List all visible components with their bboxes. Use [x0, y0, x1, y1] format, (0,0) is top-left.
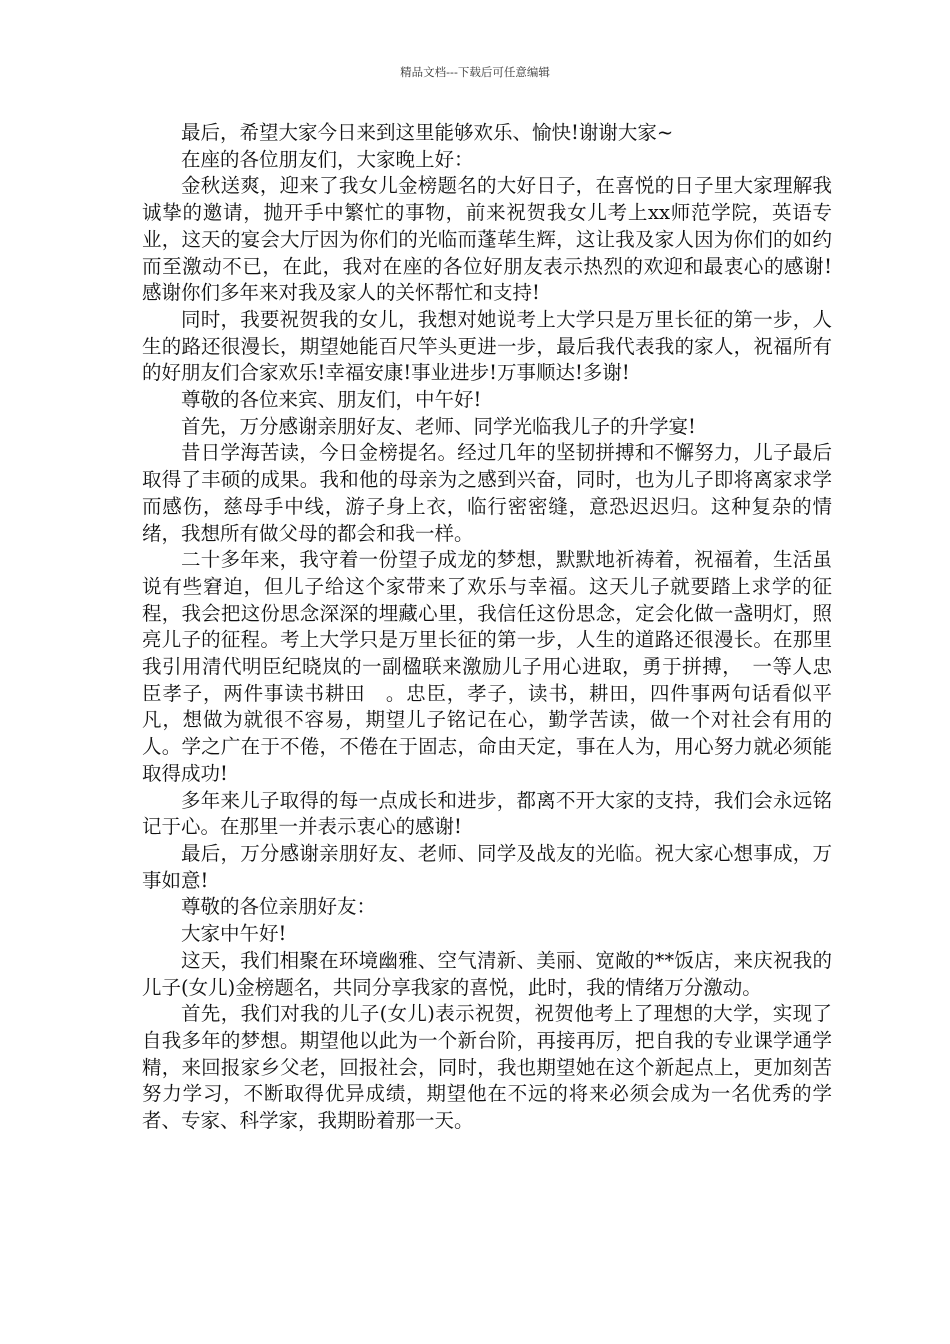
paragraph: 尊敬的各位来宾、朋友们，中午好! [181, 388, 482, 412]
paragraph: 多年来儿子取得的每一点成长和进步，都离不开大家的支持，我们会永远铭记于心。在那里一并表示衷心的感谢! [142, 788, 832, 839]
paragraph: 这天，我们相聚在环境幽雅、空气清新、美丽、宽敞的**饭店，来庆祝我的儿子(女儿)金榜题名，共同分享我家的喜悦，此时，我的情绪万分激动。 [142, 948, 832, 999]
paragraph: 同时，我要祝贺我的女儿，我想对她说考上大学只是万里长征的第一步，人生的路还很漫长，期望她能百尺竿头更进一步，最后我代表我的家人，祝福所有的好朋友们合家欢乐!幸福安康!事业进步!万事顺达!多谢! [142, 307, 832, 385]
paragraph: 最后，万分感谢亲朋好友、老师、同学及战友的光临。祝大家心想事成，万事如意! [142, 841, 832, 892]
paragraph: 金秋送爽，迎来了我女儿金榜题名的大好日子，在喜悦的日子里大家理解我诚挚的邀请，抛开手中繁忙的事物，前来祝贺我女儿考上xx师范学院，英语专业，这天的宴会大厅因为你们的光临而蓬荜生辉，这让我及家人因为你们的如约而至激动不已，在此，我对在座的各位好朋友表示热烈的欢迎和最衷心的感谢!感谢你们多年来对我及家人的关怀帮忙和支持! [142, 174, 832, 305]
paragraph: 首先，万分感谢亲朋好友、老师、同学光临我儿子的升学宴! [181, 414, 696, 438]
paragraph: 首先，我们对我的儿子(女儿)表示祝贺，祝贺他考上了理想的大学，实现了自我多年的梦想。期望他以此为一个新台阶，再接再厉，把自我的专业课学通学精，来回报家乡父老，回报社会，同时，我也期望她在这个新起点上，更加刻苦努力学习，不断取得优异成绩，期望他在不远的将来必须会成为一名优秀的学者、专家、科学家，我期盼着那一天。 [142, 1002, 832, 1133]
paragraph: 最后，希望大家今日来到这里能够欢乐、愉快!谢谢大家~ [181, 121, 674, 144]
paragraph: 二十多年来，我守着一份望子成龙的梦想，默默地祈祷着，祝福着，生活虽说有些窘迫，但儿子给这个家带来了欢乐与幸福。这天儿子就要踏上求学的征程，我会把这份思念深深的埋藏心里，我信任这份思念，定会化做一盏明灯，照亮儿子的征程。考上大学只是万里长征的第一步，人生的道路还很漫长。在那里我引用清代明臣纪晓岚的一副楹联来激励儿子用心进取，勇于拼搏， 一等人忠臣孝子，两件事读书耕田 。忠臣，孝子，读书，耕田，四件事两句话看似平凡，想做为就很不容易，期望儿子铭记在心，勤学苦读，做一个对社会有用的人。学之广在于不倦，不倦在于固志，命由天定，事在人为，用心努力就必须能取得成功! [142, 548, 832, 785]
document-body [142, 120, 832, 1135]
paragraph: 尊敬的各位亲朋好友： [181, 895, 377, 919]
paragraph: 大家中午好! [181, 922, 287, 946]
paragraph: 昔日学海苦读，今日金榜提名。经过几年的坚韧拼搏和不懈努力，儿子最后取得了丰硕的成果。我和他的母亲为之感到兴奋，同时，也为儿子即将离家求学而感伤，慈母手中线，游子身上衣，临行密密缝，意恐迟迟归。这种复杂的情绪，我想所有做父母的都会和我一样。 [142, 441, 832, 545]
page-header: 精品文档---下载后可任意编辑 [400, 65, 550, 79]
paragraph: 在座的各位朋友们，大家晚上好： [181, 147, 474, 171]
